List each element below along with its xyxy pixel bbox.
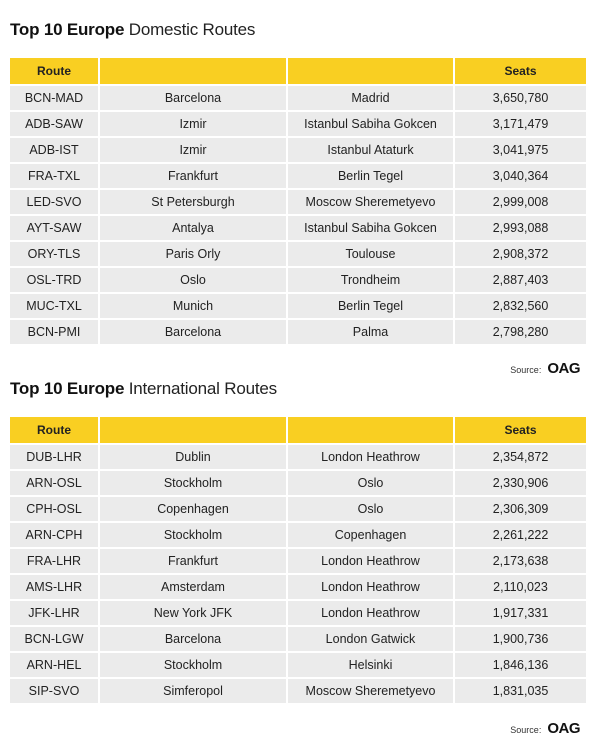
destination-city: Berlin Tegel — [288, 164, 453, 188]
seats-value: 2,993,088 — [455, 216, 586, 240]
route-code: AMS-LHR — [10, 575, 98, 599]
seats-value: 3,040,364 — [455, 164, 586, 188]
seats-value: 2,261,222 — [455, 523, 586, 547]
table-row — [10, 601, 586, 625]
origin-city: Munich — [100, 294, 286, 318]
origin-city: Stockholm — [100, 471, 286, 495]
destination-city: Istanbul Sabiha Gokcen — [288, 216, 453, 240]
route-code: CPH-OSL — [10, 497, 98, 521]
international-section — [10, 378, 584, 751]
table-row — [10, 216, 586, 240]
origin-city: Barcelona — [100, 627, 286, 651]
destination-city: Oslo — [288, 497, 453, 521]
origin-city: Paris Orly — [100, 242, 286, 266]
table-row — [10, 164, 586, 188]
destination-city: Palma — [288, 320, 453, 344]
domestic-source — [510, 360, 580, 377]
international-table — [8, 415, 588, 705]
route-code: ARN-CPH — [10, 523, 98, 547]
origin-city: Barcelona — [100, 86, 286, 110]
seats-value: 1,846,136 — [455, 653, 586, 677]
seats-value: 2,110,023 — [455, 575, 586, 599]
route-code: ADB-SAW — [10, 112, 98, 136]
domestic-section — [10, 0, 584, 380]
route-code: ARN-OSL — [10, 471, 98, 495]
header-origin — [100, 58, 286, 84]
route-code: ADB-IST — [10, 138, 98, 162]
domestic-title: Top 10 Europe Domestic Routes — [10, 20, 256, 39]
oag-logo: OAG — [547, 360, 580, 377]
header-seats: Seats — [455, 58, 586, 84]
header-origin — [100, 417, 286, 443]
seats-value: 2,306,309 — [455, 497, 586, 521]
destination-city: London Heathrow — [288, 575, 453, 599]
route-code: FRA-LHR — [10, 549, 98, 573]
origin-city: Simferopol — [100, 679, 286, 703]
origin-city: Frankfurt — [100, 549, 286, 573]
route-code: SIP-SVO — [10, 679, 98, 703]
route-code: FRA-TXL — [10, 164, 98, 188]
route-code: ARN-HEL — [10, 653, 98, 677]
seats-value: 3,650,780 — [455, 86, 586, 110]
origin-city: Barcelona — [100, 320, 286, 344]
table-row — [10, 112, 586, 136]
header-destination — [288, 58, 453, 84]
destination-city: Toulouse — [288, 242, 453, 266]
origin-city: Frankfurt — [100, 164, 286, 188]
seats-value: 1,900,736 — [455, 627, 586, 651]
seats-value: 2,354,872 — [455, 445, 586, 469]
seats-value: 2,908,372 — [455, 242, 586, 266]
destination-city: Moscow Sheremetyevo — [288, 679, 453, 703]
header-route: Route — [10, 417, 98, 443]
route-code: OSL-TRD — [10, 268, 98, 292]
table-header-row — [10, 58, 586, 84]
destination-city: London Gatwick — [288, 627, 453, 651]
table-row — [10, 445, 586, 469]
table-row — [10, 523, 586, 547]
route-code: BCN-PMI — [10, 320, 98, 344]
table-row — [10, 138, 586, 162]
seats-value: 2,173,638 — [455, 549, 586, 573]
destination-city: London Heathrow — [288, 601, 453, 625]
seats-value: 3,041,975 — [455, 138, 586, 162]
table-row — [10, 549, 586, 573]
source-label: Source: — [510, 725, 542, 735]
table-row — [10, 320, 586, 344]
header-route: Route — [10, 58, 98, 84]
table-row — [10, 627, 586, 651]
origin-city: Izmir — [100, 138, 286, 162]
route-code: ORY-TLS — [10, 242, 98, 266]
route-code: JFK-LHR — [10, 601, 98, 625]
table-row — [10, 86, 586, 110]
route-code: DUB-LHR — [10, 445, 98, 469]
international-rows — [10, 445, 586, 703]
destination-city: Madrid — [288, 86, 453, 110]
seats-value: 2,330,906 — [455, 471, 586, 495]
seats-value: 2,887,403 — [455, 268, 586, 292]
destination-city: London Heathrow — [288, 549, 453, 573]
table-header-row — [10, 417, 586, 443]
table-row — [10, 294, 586, 318]
seats-value: 1,917,331 — [455, 601, 586, 625]
origin-city: Dublin — [100, 445, 286, 469]
route-code: BCN-MAD — [10, 86, 98, 110]
domestic-table — [8, 56, 588, 346]
destination-city: Berlin Tegel — [288, 294, 453, 318]
table-row — [10, 497, 586, 521]
destination-city: Istanbul Ataturk — [288, 138, 453, 162]
seats-value: 2,999,008 — [455, 190, 586, 214]
table-row — [10, 268, 586, 292]
destination-city: Istanbul Sabiha Gokcen — [288, 112, 453, 136]
seats-value: 1,831,035 — [455, 679, 586, 703]
seats-value: 2,798,280 — [455, 320, 586, 344]
route-code: BCN-LGW — [10, 627, 98, 651]
table-row — [10, 679, 586, 703]
origin-city: Antalya — [100, 216, 286, 240]
seats-value: 3,171,479 — [455, 112, 586, 136]
route-code: MUC-TXL — [10, 294, 98, 318]
table-row — [10, 575, 586, 599]
origin-city: Oslo — [100, 268, 286, 292]
origin-city: St Petersburgh — [100, 190, 286, 214]
international-source — [510, 720, 580, 737]
origin-city: New York JFK — [100, 601, 286, 625]
oag-logo: OAG — [547, 720, 580, 737]
table-row — [10, 471, 586, 495]
route-code: LED-SVO — [10, 190, 98, 214]
route-code: AYT-SAW — [10, 216, 98, 240]
header-destination — [288, 417, 453, 443]
origin-city: Izmir — [100, 112, 286, 136]
destination-city: Helsinki — [288, 653, 453, 677]
destination-city: Copenhagen — [288, 523, 453, 547]
origin-city: Copenhagen — [100, 497, 286, 521]
destination-city: Moscow Sheremetyevo — [288, 190, 453, 214]
origin-city: Stockholm — [100, 653, 286, 677]
seats-value: 2,832,560 — [455, 294, 586, 318]
table-row — [10, 190, 586, 214]
destination-city: Oslo — [288, 471, 453, 495]
origin-city: Amsterdam — [100, 575, 286, 599]
international-title: Top 10 Europe International Routes — [10, 379, 277, 398]
header-seats: Seats — [455, 417, 586, 443]
table-row — [10, 242, 586, 266]
destination-city: London Heathrow — [288, 445, 453, 469]
origin-city: Stockholm — [100, 523, 286, 547]
destination-city: Trondheim — [288, 268, 453, 292]
source-label: Source: — [510, 365, 542, 375]
domestic-rows — [10, 86, 586, 344]
table-row — [10, 653, 586, 677]
